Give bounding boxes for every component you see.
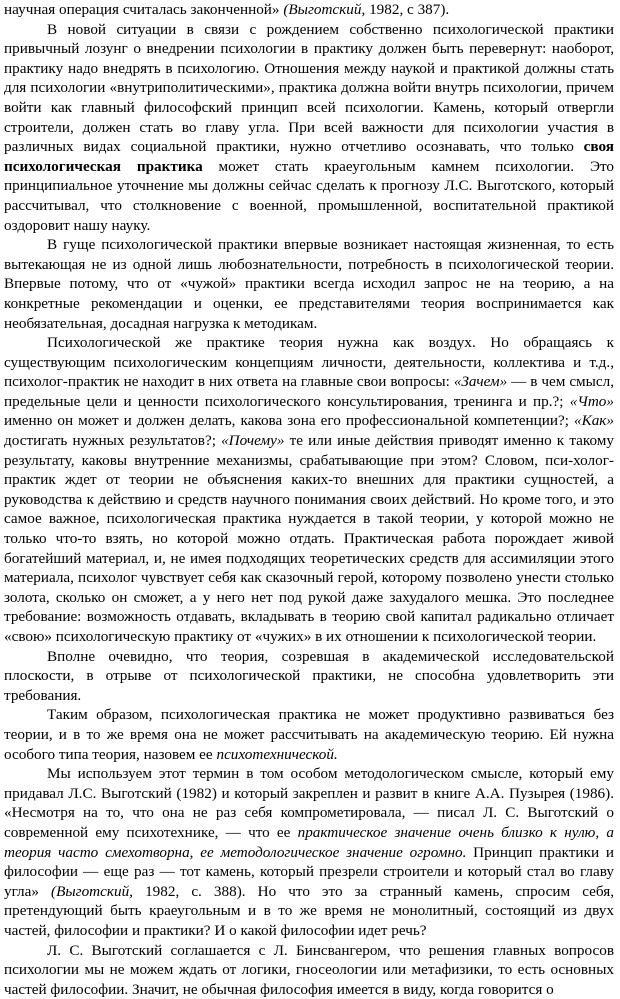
italic-run: психотехнической.	[216, 746, 337, 763]
text-run: Мы используем этот термин в том особом методологическом смысле, который ему придавал Л.С. Выготский (1982) и который закреплен и развит в книге А.А. Пузырея (1986). «Несмотря на то, что она не раз себя компрометировала, — писал Л. С. Выготский о современной ему психотехнике, — что ее	[4, 765, 614, 841]
paragraph	[4, 764, 614, 940]
italic-run: (Выготский,	[51, 883, 133, 900]
text-run: Л. С. Выготский соглашается с Л. Бинсвангером, что решения главных вопросов психологии мы не можем ждать от логики, гносеологии или метафизики, то есть основных частей философии. Значит, не обычная философия имеется в виду, когда говорится о	[4, 942, 614, 998]
italic-run: (Выготский,	[283, 1, 365, 18]
text-run: может стать краеугольным камнем психологии. Это принципиальное уточнение мы должны сейчас сделать к прогнозу Л.С. Выготского, который рассчитывал, что столкновение с военной, промышленной, воспитательной практикой оздоровит нашу науку.	[4, 158, 614, 234]
text-run: В новой ситуации в связи с рождением собственно психологической практики привычный лозунг о внедрении психологии в практику должен быть перевернут: наоборот, практику надо внедрять в психологию. Отношения между наукой и практикой должны стать для психологии «внутриполитическими», практика должна войти внутрь психологии, причем войти как главный философский принцип всей психологии. Камень, который отвергли строители, должен стать во главу угла. При всей важности для психологии участия в различных видах социальной практики, нужно отчетливо осознавать, что только	[4, 21, 614, 156]
bold-run: своя психологическая практика	[4, 138, 614, 175]
italic-run: «Зачем»	[454, 373, 507, 390]
paragraph	[4, 20, 614, 236]
paragraph	[4, 333, 614, 647]
italic-run: «Что»	[570, 393, 614, 410]
text-run: Психологической же практике теория нужна как воздух. Но обращаясь к существующим психологическим концепциям личности, деятельности, коллектива и т.д., психолог-практик не находит в них ответа на главные свои вопросы:	[4, 334, 614, 390]
text-run: 1982, с. 388). Но что это за странный камень, спросим себя, претендующий быть краеугольным и в то же время не монолитный, состоящий из двух частей, философии и практики? И о какой философии идет речь?	[4, 883, 614, 939]
text-run: те или иные действия приводят именно к такому результату, каковы внутренние механизмы, срабатывающие при этом? Словом, пси-холог-практик ждет от теории не объяснения каких-то внешних для практики сущностей, а руководства к действию и средств научного понимания своих действий. Но кроме того, и это самое важное, психологическая практика нуждается в такой теории, у которой можно не только что-то взять, но которой можно отдать. Практическая работа порождает живой богатейший материал, и, не имея подходящих теоретических средств для ассимиляции этого материала, психолог чувствует себя как сказочный герой, которому позволено унести столько золота, сколько он сможет, а у него нет под рукой даже захудалого мешка. Это последнее требование: возможность отдавать, вкладывать в теорию свой капитал радикально отличает «свою» психологическую практику от «чужих» в их отношении к психологической теории.	[4, 432, 614, 645]
italic-run: «Почему»	[221, 432, 284, 449]
paragraph	[4, 941, 614, 999]
text-run: — в чем смысл, предельные цели и ценности психологического консультирования, тренинга и пр.?;	[4, 373, 614, 410]
paragraph	[4, 0, 614, 20]
paragraph	[4, 705, 614, 764]
text-run: 1982, с 387).	[365, 1, 449, 18]
paragraph	[4, 235, 614, 333]
text-run: достигать нужных результатов?;	[4, 432, 221, 449]
text-run: В гуще психологической практики впервые возникает настоящая жизненная, то есть вытекающая не из одной лишь любознательности, потребность в психологической теории. Впервые потому, что от «чужой» практики всегда исходил запрос не на теорию, а на конкретные рекомендации и оценки, ее представителями теория воспринимается как необязательная, досадная нагрузка к методикам.	[4, 236, 614, 331]
text-run: Принцип практики и философии — еще раз — тот камень, который презрели строители и который стал во главу угла»	[4, 844, 614, 900]
italic-run: «Как»	[574, 412, 614, 429]
text-run: Таким образом, психологическая практика не может продуктивно развиваться без теории, и в то же время она не может рассчитывать на академическую теорию. Ей нужна особого типа теория, назовем ее	[4, 706, 614, 762]
paragraph	[4, 647, 614, 706]
text-run: Вполне очевидно, что теория, созревшая в академической исследовательской плоскости, в отрыве от психологической практики, не способна удовлетворить эти требования.	[4, 648, 614, 704]
text-run: именно он может и должен делать, какова зона его профессиональной компетенции?;	[4, 412, 574, 429]
text-run: научная операция считалась законченной»	[4, 1, 283, 18]
italic-run: практическое значение очень близко к нулю, а теория часто смехотворна, ее методологическое значение огромно.	[4, 824, 614, 861]
